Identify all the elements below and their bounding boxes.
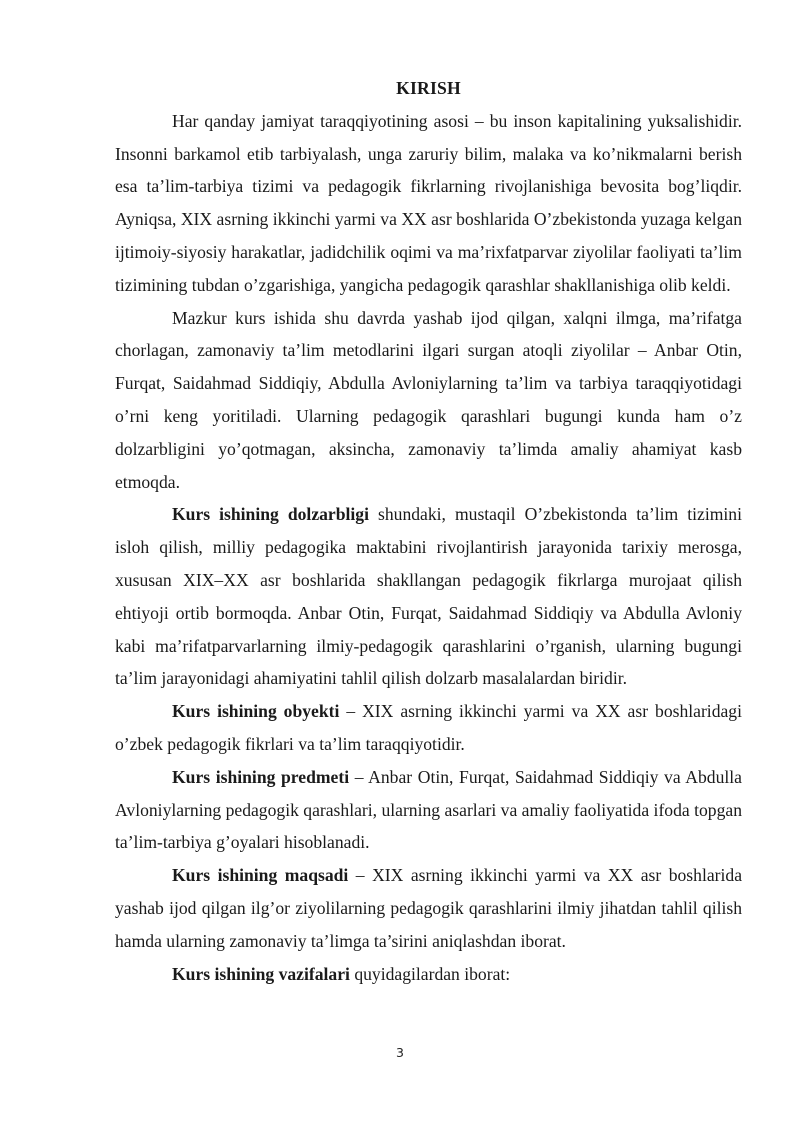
paragraph-subject	[115, 761, 742, 859]
paragraph-goal	[115, 859, 742, 957]
paragraph-text: – XIX asrning ikkinchi yarmi va XX asr boshlaridagi o’zbek pedagogik fikrlari va ta’lim taraqqiyotidir.	[115, 701, 742, 754]
section-title: KIRISH	[396, 78, 461, 98]
paragraph-lead-relevance: Kurs ishining dolzarbligi	[172, 504, 369, 525]
paragraph-relevance	[115, 498, 742, 695]
paragraph-text: – Anbar Otin, Furqat, Saidahmad Siddiqiy va Abdulla Avloniylarning pedagogik qarashlari, ularning asarlari va amaliy faoliyatida ifoda topgan ta’lim-tarbiya g’oyalari hisoblanadi.	[115, 766, 742, 853]
page-number: 3	[396, 1045, 404, 1060]
paragraph-lead-object: Kurs ishining obyekti	[172, 701, 340, 722]
paragraph-text: Har qanday jamiyat taraqqiyotining asosi – bu inson kapitalining yuksalishidir. Insonni barkamol etib tarbiyalash, unga zaruriy bilim, malaka va ko’nikmalarni berish esa ta’lim-tarbiya tizimi va pedagogik fikrlarning rivojlanishiga bevosita bog’liqdir. Ayniqsa, XIX asrning ikkinchi yarmi va XX asr boshlarida O’zbekistonda yuzaga kelgan ijtimoiy-siyosiy harakatlar, jadidchilik oqimi va ma’rixfatparvar ziyolilar faoliyati ta’lim tizimining tubdan o’zgarishiga, yangicha pedagogik qarashlar shakllanishiga olib keldi.	[115, 110, 742, 295]
paragraph-lead-goal: Kurs ishining maqsadi	[172, 865, 349, 886]
paragraph-lead-tasks: Kurs ishining vazifalari	[172, 963, 350, 984]
paragraph-introduction	[115, 105, 742, 302]
paragraph-text: – XIX asrning ikkinchi yarmi va XX asr boshlarida yashab ijod qilgan ilg’or ziyolilarning pedagogik qarashlarini ilmiy jihatdan tahlil qilish hamda ularning zamonaviy ta’limga ta’sirini aniqlashdan iborat.	[115, 865, 743, 951]
paragraph-tasks	[115, 958, 742, 991]
paragraph-object	[115, 695, 742, 761]
paragraph-text: shundaki, mustaqil O’zbekistonda ta’lim tizimini isloh qilish, milliy pedagogika maktabini rivojlantirish jarayonida tarixiy merosga, xususan XIX–XX asr boshlarida shakllangan pedagogik fikrlarga murojaat qilish ehtiyoji ortib bormoqda. Anbar Otin, Furqat, Saidahmad Siddiqiy va Abdulla Avloniy kabi ma’rifatparvarlarning ilmiy-pedagogik qarashlarini o’rganish, ularning bugungi ta’lim jarayonidagi ahamiyatini tahlil qilish dolzarb masalalardan biridir.	[115, 504, 742, 689]
paragraph-course-scope	[115, 302, 742, 499]
page-body	[115, 72, 742, 990]
paragraph-lead-subject: Kurs ishining predmeti	[172, 766, 350, 787]
paragraph-text: Mazkur kurs ishida shu davrda yashab ijod qilgan, xalqni ilmga, ma’rifatga chorlagan, zamonaviy ta’lim metodlarini ilgari surgan atoqli ziyolilar – Anbar Otin, Furqat, Saidahmad Siddiqiy, Abdulla Avloniylarning ta’lim va tarbiya taraqqiyotidagi o’rni keng yoritiladi. Ularning pedagogik qarashlari bugungi kunda ham o’z dolzarbligini yo’qotmagan, aksincha, zamonaviy ta’limda amaliy ahamiyat kasb etmoqda.	[115, 307, 742, 492]
paragraph-text: quyidagilardan iborat:	[349, 963, 511, 984]
